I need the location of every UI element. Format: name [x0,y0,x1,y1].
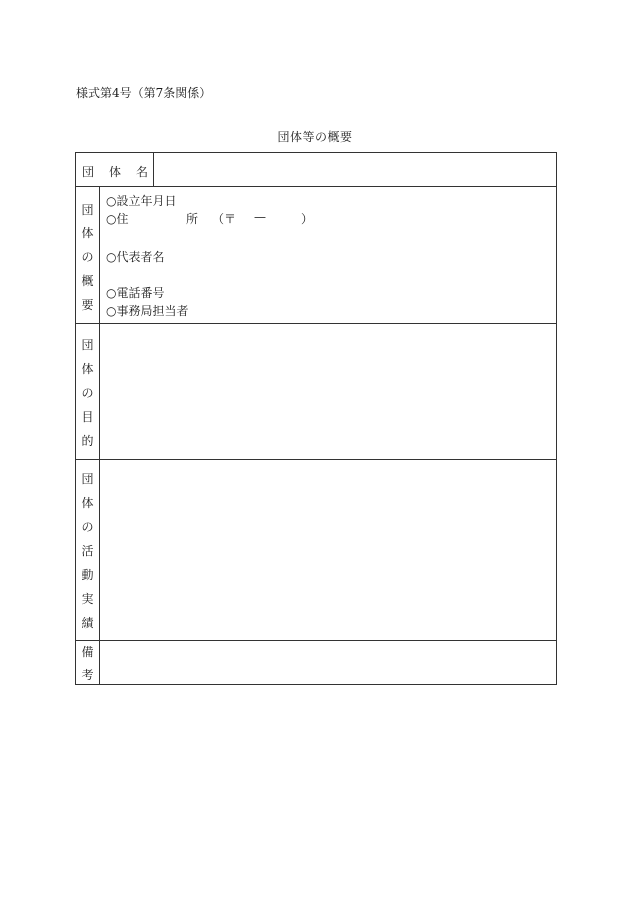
remarks-field[interactable] [101,641,556,684]
representative-name-field[interactable]: ○代表者名 [106,250,165,264]
label-char: 団 [82,165,95,179]
phone-number-field[interactable]: ○電話番号 [106,286,165,300]
label-char: 体 [81,226,94,240]
label-char: 考 [81,668,94,682]
label-char: の [81,386,94,400]
organization-purpose-row [76,324,556,460]
label-char: 体 [109,165,122,179]
remarks-label [76,641,100,684]
address-field-label-2: 所 [186,212,199,226]
label-char: 団 [81,472,94,486]
document-title: 団体等の概要 [277,130,353,144]
label-char: 要 [81,298,94,312]
office-contact-field[interactable]: ○事務局担当者 [106,304,189,318]
label-char: 備 [81,645,94,659]
remarks-row [76,641,556,684]
label-char: 体 [81,362,94,376]
organization-activities-row [76,460,556,641]
organization-overview-table [75,152,557,685]
organization-name-field[interactable] [154,153,556,186]
postal-code-open: （〒 [212,212,237,226]
postal-code-close: ） [301,212,314,226]
label-char: 績 [81,616,94,630]
organization-purpose-field[interactable] [101,324,556,459]
label-char: 概 [81,274,94,288]
organization-purpose-label [76,324,100,459]
organization-name-row [76,153,556,187]
label-char: 名 [136,165,149,179]
label-char: 実 [81,592,94,606]
label-char: 動 [81,568,94,582]
postal-code-dash: — [254,210,266,224]
organization-overview-label [76,187,100,323]
organization-activities-label [76,460,100,640]
organization-activities-field[interactable] [101,460,556,640]
label-char: 団 [81,203,94,217]
established-date-field[interactable]: ○設立年月日 [106,194,177,208]
address-field-label[interactable]: ○住 [106,212,129,226]
label-char: 目 [81,410,94,424]
label-char: の [81,250,94,264]
organization-name-label [76,153,154,186]
label-char: 的 [81,434,94,448]
organization-overview-row [76,187,556,324]
label-char: 団 [81,338,94,352]
form-number: 様式第4号（第7条関係） [76,86,212,100]
label-char: 体 [81,496,94,510]
label-char: 活 [81,544,94,558]
label-char: の [81,520,94,534]
